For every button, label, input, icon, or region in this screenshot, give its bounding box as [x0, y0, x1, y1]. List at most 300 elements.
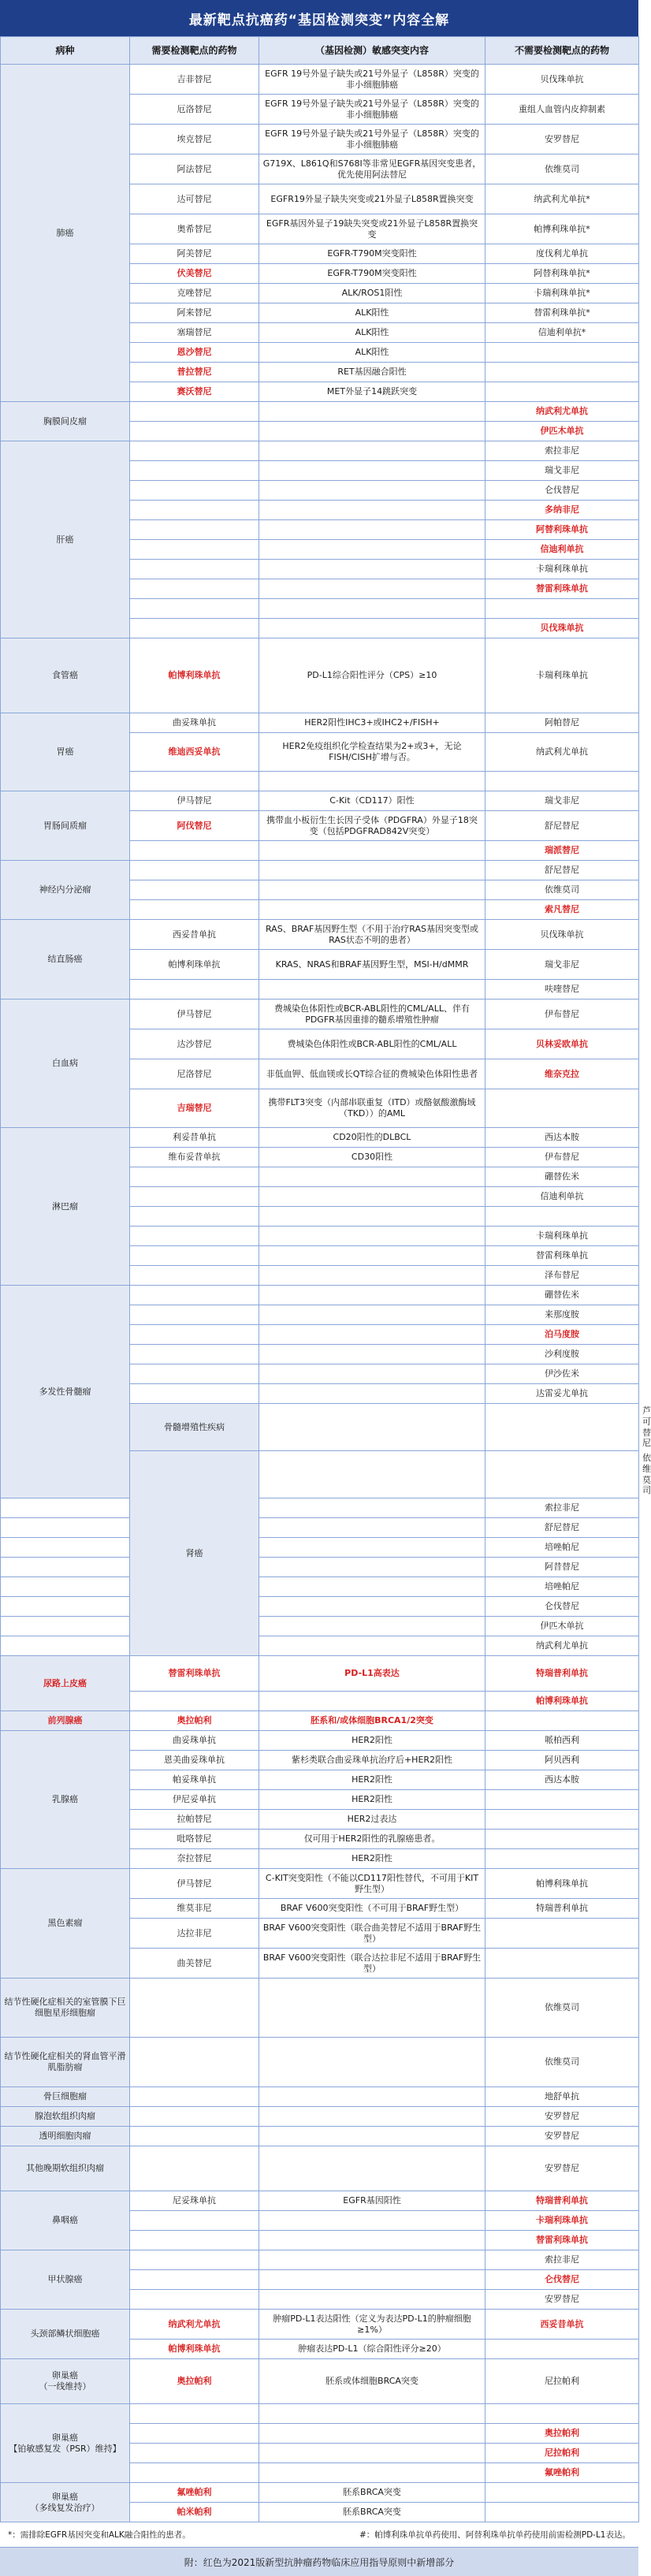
mutation-cell [259, 900, 485, 920]
test-drug-cell [1, 1597, 130, 1617]
test-drug-cell: 奈拉替尼 [130, 1849, 259, 1869]
mutation-cell [259, 980, 485, 1000]
no-test-drug-cell: 达雷妥尤单抗 [485, 1384, 639, 1404]
test-drug-cell [130, 1286, 259, 1305]
no-test-drug-cell [485, 1711, 639, 1731]
disease-cell: 鼻咽癌 [1, 2191, 130, 2250]
mutation-cell [259, 1305, 485, 1325]
mutation-cell [259, 2087, 485, 2107]
mutation-cell [259, 1558, 485, 1577]
no-test-drug-cell [485, 2340, 639, 2359]
mutation-cell [259, 1577, 485, 1597]
table-row [1, 2404, 639, 2424]
no-test-drug-cell: 卡瑞利珠单抗 [485, 638, 639, 713]
test-drug-cell [130, 1266, 259, 1286]
mutation-cell: BRAF V600突变阳性（不可用于BRAF野生型） [259, 1899, 485, 1919]
mutation-cell [259, 1325, 485, 1345]
mutation-cell: 胚系或体细胞BRCA突变 [259, 2359, 485, 2404]
disease-cell: 卵巢癌 【铂敏感复发（PSR）维持】 [1, 2404, 130, 2483]
no-test-drug-cell [485, 1810, 639, 1830]
mutation-cell: 携带血小板衍生生长因子受体（PDGFRA）外显子18突变（包括PDGFRAD842V突变） [259, 811, 485, 841]
test-drug-cell [130, 1246, 259, 1266]
no-test-drug-cell: 瑞戈非尼 [485, 950, 639, 980]
mutation-cell [259, 2211, 485, 2231]
mutation-cell: RET基因融合阳性 [259, 363, 485, 382]
mutation-cell [259, 2404, 485, 2424]
mutation-cell [259, 2127, 485, 2146]
footnote-left: *：需排除EGFR基因突变和ALK融合阳性的患者。 [8, 2530, 191, 2540]
mutation-cell [259, 772, 485, 791]
no-test-drug-cell: 信迪利单抗* [485, 323, 639, 343]
mutation-cell [259, 2444, 485, 2463]
test-drug-cell [130, 1187, 259, 1207]
no-test-drug-cell: 舒尼替尼 [485, 861, 639, 880]
no-test-drug-cell: 硼替佐米 [485, 1167, 639, 1187]
disease-cell: 骨髓增殖性疾病 [130, 1404, 259, 1451]
table-row [1, 402, 639, 422]
mutation-cell: EGFR-T790M突变阳性 [259, 264, 485, 284]
table-row [1, 1286, 639, 1305]
test-drug-cell [130, 2107, 259, 2127]
no-test-drug-cell [485, 2404, 639, 2424]
no-test-drug-cell [485, 1949, 639, 1979]
no-test-drug-cell: 依维莫司 [485, 2038, 639, 2087]
table-row [1, 1869, 639, 1899]
no-test-drug-cell: 阿帕替尼 [485, 713, 639, 733]
mutation-cell [259, 599, 485, 619]
test-drug-cell [130, 1305, 259, 1325]
mutation-cell: G719X、L861Q和S768I等非常见EGFR基因突变患者，优先使用阿法替尼 [259, 154, 485, 184]
mutation-cell [259, 540, 485, 560]
mutation-cell: CD30阳性 [259, 1148, 485, 1167]
table-row [1, 2191, 639, 2211]
table-row [1, 2359, 639, 2404]
test-drug-cell: 厄洛替尼 [130, 95, 259, 125]
no-test-drug-cell: 伊布替尼 [485, 1000, 639, 1029]
test-drug-cell [130, 2211, 259, 2231]
disease-cell: 胃肠间质瘤 [1, 791, 130, 861]
test-drug-cell: 替雷利珠单抗 [130, 1656, 259, 1692]
table-row [1, 1000, 639, 1029]
no-test-drug-cell: 仑伐替尼 [485, 481, 639, 501]
table-row: 骨髓增殖性疾病 芦可替尼 [1, 1404, 639, 1451]
test-drug-cell: 伊马替尼 [130, 791, 259, 811]
mutation-cell: 胚系BRCA突变 [259, 2483, 485, 2503]
test-drug-cell: 赛沃替尼 [130, 382, 259, 402]
no-test-drug-cell: 卡瑞利珠单抗* [485, 284, 639, 303]
table-row [1, 791, 639, 811]
mutation-cell [259, 1692, 485, 1711]
disease-cell: 肾癌 [130, 1451, 259, 1656]
no-test-drug-cell: 维奈克拉 [485, 1059, 639, 1089]
no-test-drug-cell: 瑞派替尼 [485, 841, 639, 861]
test-drug-cell: 曲美替尼 [130, 1949, 259, 1979]
test-drug-cell [130, 579, 259, 599]
no-test-drug-cell [485, 2483, 639, 2503]
no-test-drug-cell: 索拉非尼 [485, 441, 639, 461]
footnote-right: #：帕博利珠单抗单药使用、阿替利珠单抗单药使用前需检测PD-L1表达。 [359, 2530, 631, 2540]
table-header [1, 37, 639, 65]
disease-cell: 骨巨细胞瘤 [1, 2087, 130, 2107]
mutation-cell [259, 861, 485, 880]
test-drug-cell: 西妥昔单抗 [130, 920, 259, 950]
table-row [1, 1636, 639, 1656]
disease-cell: 头颈部鳞状细胞癌 [1, 2310, 130, 2359]
test-drug-cell: 阿法替尼 [130, 154, 259, 184]
test-drug-cell: 恩美曲妥珠单抗 [130, 1751, 259, 1770]
mutation-cell: 肿瘤表达PD-L1（综合阳性评分≥20） [259, 2340, 485, 2359]
test-drug-cell: 伊尼妥单抗 [130, 1790, 259, 1810]
test-drug-cell [130, 422, 259, 441]
test-drug-cell: 维布妥昔单抗 [130, 1148, 259, 1167]
test-drug-cell [1, 1498, 130, 1518]
test-drug-cell: 奥希替尼 [130, 214, 259, 244]
no-test-drug-cell: 地舒单抗 [485, 2087, 639, 2107]
mutation-cell [259, 422, 485, 441]
disease-cell: 黑色素瘤 [1, 1869, 130, 1979]
no-test-drug-cell [485, 1207, 639, 1227]
no-test-drug-cell: 氟唑帕利 [485, 2463, 639, 2483]
no-test-drug-cell: 仑伐替尼 [485, 2270, 639, 2290]
test-drug-cell: 达可替尼 [130, 184, 259, 214]
table-row [1, 1538, 639, 1558]
table-row [1, 920, 639, 950]
test-drug-cell [130, 980, 259, 1000]
disease-cell: 其他晚期软组织肉瘤 [1, 2146, 130, 2191]
table-row [1, 1577, 639, 1597]
no-test-drug-cell [485, 382, 639, 402]
mutation-cell [259, 2424, 485, 2444]
mutation-cell: BRAF V600突变阳性（联合曲美替尼不适用于BRAF野生型） [259, 1919, 485, 1949]
mutation-cell: ALK阳性 [259, 303, 485, 323]
mutation-cell [259, 841, 485, 861]
no-test-drug-cell: 西达本胺 [485, 1770, 639, 1790]
mutation-cell [259, 619, 485, 638]
no-test-drug-cell: 贝伐珠单抗 [485, 920, 639, 950]
mutation-cell [259, 1167, 485, 1187]
no-test-drug-cell: 伊沙佐米 [485, 1364, 639, 1384]
test-drug-cell [130, 1227, 259, 1246]
test-drug-cell: 曲妥珠单抗 [130, 1731, 259, 1751]
test-drug-cell: 伊马替尼 [130, 1869, 259, 1899]
test-drug-cell [130, 2127, 259, 2146]
mutation-cell: 费城染色体阳性或BCR-ABL阳性的CML/ALL [259, 1029, 485, 1059]
test-drug-cell [130, 2250, 259, 2270]
test-drug-cell: 尼洛替尼 [130, 1059, 259, 1089]
test-drug-cell: 帕博利珠单抗 [130, 638, 259, 713]
no-test-drug-cell: 依维莫司 [485, 880, 639, 900]
test-drug-cell [1, 1518, 130, 1538]
test-drug-cell: 奥拉帕利 [130, 1711, 259, 1731]
mutation-cell [259, 2250, 485, 2270]
mutation-cell [259, 1345, 485, 1364]
no-test-drug-cell: 伊布替尼 [485, 1148, 639, 1167]
mutation-cell: EGFR-T790M突变阳性 [259, 244, 485, 264]
no-test-drug-cell: 泊马度胺 [485, 1325, 639, 1345]
mutation-cell: ALK阳性 [259, 323, 485, 343]
no-test-drug-cell: 度伐利尤单抗 [485, 244, 639, 264]
test-drug-cell [130, 619, 259, 638]
no-test-drug-cell: 仑伐替尼 [485, 1597, 639, 1617]
mutation-cell: HER2免疫组织化学检查结果为2+或3+，无论FISH/CISH扩增与否。 [259, 733, 485, 772]
disease-cell: 神经内分泌瘤 [1, 861, 130, 920]
no-test-drug-cell [485, 1919, 639, 1949]
table-row [1, 638, 639, 713]
mutation-cell: CD20阳性的DLBCL [259, 1128, 485, 1148]
test-drug-cell: 达沙替尼 [130, 1029, 259, 1059]
no-test-drug-cell: 奥拉帕利 [485, 2424, 639, 2444]
disease-cell: 卵巢癌 （多线复发治疗） [1, 2483, 130, 2522]
no-test-drug-cell: 舒尼替尼 [485, 1518, 639, 1538]
no-test-drug-cell: 卡瑞利珠单抗 [485, 1227, 639, 1246]
test-drug-cell [259, 1451, 485, 1498]
table-row [1, 1128, 639, 1148]
mutation-cell [259, 1187, 485, 1207]
no-test-drug-cell: 纳武利尤单抗 [485, 1636, 639, 1656]
mutation-cell: 肿瘤PD-L1表达阳性（定义为表达PD-L1的肿瘤细胞≥1%） [259, 2310, 485, 2340]
mutation-cell [259, 1207, 485, 1227]
test-drug-cell [130, 900, 259, 920]
no-test-drug-cell: 尼拉帕利 [485, 2444, 639, 2463]
table-row [1, 1711, 639, 1731]
mutation-cell: PD-L1综合阳性评分（CPS）≥10 [259, 638, 485, 713]
no-test-drug-cell [485, 343, 639, 363]
test-drug-cell [1, 1636, 130, 1656]
test-drug-cell [130, 2404, 259, 2424]
mutation-cell: MET外显子14跳跃突变 [259, 382, 485, 402]
disease-cell: 腺泡软组织肉瘤 [1, 2107, 130, 2127]
no-test-drug-cell: 哌柏西利 [485, 1731, 639, 1751]
table-body [1, 65, 651, 2522]
test-drug-cell [130, 1345, 259, 1364]
mutation-cell [259, 2038, 485, 2087]
test-drug-cell [130, 501, 259, 520]
no-test-drug-cell [485, 363, 639, 382]
mutation-cell [259, 880, 485, 900]
mutation-cell: C-Kit（CD117）阳性 [259, 791, 485, 811]
mutation-cell: 非低血钾、低血镁或长QT综合征的费城染色体阳性患者 [259, 1059, 485, 1089]
no-test-drug-cell: 瑞戈非尼 [485, 791, 639, 811]
test-drug-cell [130, 520, 259, 540]
test-drug-cell [130, 1325, 259, 1345]
page-title: 最新靶点抗癌药“基因检测突变”内容全解 [0, 0, 638, 36]
no-test-drug-cell: 培唑帕尼 [485, 1577, 639, 1597]
mutation-cell: ALK阳性 [259, 343, 485, 363]
disease-cell: 结节性硬化症相关的肾血管平滑肌脂肪瘤 [1, 2038, 130, 2087]
table-row [1, 2087, 639, 2107]
test-drug-cell [130, 441, 259, 461]
test-drug-cell [130, 2270, 259, 2290]
table-row [1, 441, 639, 461]
bottom-note: 附：红色为2021版新型抗肿瘤药物临床应用指导原则中新增部分 [0, 2548, 638, 2576]
test-drug-cell [130, 461, 259, 481]
test-drug-cell: 塞瑞替尼 [130, 323, 259, 343]
mutation-cell [259, 1286, 485, 1305]
mutation-cell: 携带FLT3突变（内部串联重复（ITD）或酪氨酸激酶域（TKD））的AML [259, 1089, 485, 1128]
test-drug-cell: 克唑替尼 [130, 284, 259, 303]
no-test-drug-cell [485, 1089, 639, 1128]
mutation-cell [259, 560, 485, 579]
mutation-cell: EGFR基因外显子19缺失突变或21外显子L858R置换突变 [259, 214, 485, 244]
table-row [1, 2038, 639, 2087]
mutation-cell: PD-L1高表达 [259, 1656, 485, 1692]
test-drug-cell: 恩沙替尼 [130, 343, 259, 363]
table-row [1, 2250, 639, 2270]
test-drug-cell: 纳武利尤单抗 [130, 2310, 259, 2340]
mutation-cell [259, 461, 485, 481]
no-test-drug-cell [485, 1790, 639, 1810]
test-drug-cell: 拉帕替尼 [130, 1810, 259, 1830]
mutation-cell [259, 1266, 485, 1286]
no-test-drug-cell: 阿贝西利 [485, 1751, 639, 1770]
no-test-drug-cell: 泽布替尼 [485, 1266, 639, 1286]
no-test-drug-cell: 纳武利尤单抗* [485, 184, 639, 214]
disease-cell: 淋巴瘤 [1, 1128, 130, 1286]
test-drug-cell [130, 1167, 259, 1187]
no-test-drug-cell: 帕博利珠单抗* [485, 214, 639, 244]
test-drug-cell [130, 880, 259, 900]
no-test-drug-cell: 依维莫司 [485, 154, 639, 184]
table-row [1, 1597, 639, 1617]
test-drug-cell [1, 1577, 130, 1597]
disease-cell: 前列腺癌 [1, 1711, 130, 1731]
no-test-drug-cell: 安罗替尼 [485, 2107, 639, 2127]
mutation-cell: HER2阳性 [259, 1790, 485, 1810]
no-test-drug-cell: 替雷利珠单抗 [485, 2231, 639, 2250]
no-test-drug-cell: 替雷利珠单抗* [485, 303, 639, 323]
mutation-cell [259, 1636, 485, 1656]
no-test-drug-cell: 安罗替尼 [485, 2290, 639, 2310]
no-test-drug-cell: 呋喹替尼 [485, 980, 639, 1000]
footnotes [0, 2522, 638, 2548]
mutation-cell: 胚系和/或体细胞BRCA1/2突变 [259, 1711, 485, 1731]
no-test-drug-cell: 索凡替尼 [485, 900, 639, 920]
test-drug-cell [1, 1617, 130, 1636]
no-test-drug-cell: 替雷利珠单抗 [485, 1246, 639, 1266]
test-drug-cell [130, 2463, 259, 2483]
no-test-drug-cell: 重组人血管内皮抑制素 [485, 95, 639, 125]
mutation-cell: 紫杉类联合曲妥珠单抗治疗后+HER2阳性 [259, 1751, 485, 1770]
mutation-cell [259, 520, 485, 540]
mutation-cell [485, 1451, 639, 1498]
no-test-drug-cell: 卡瑞利珠单抗 [485, 2211, 639, 2231]
header-mutation: （基因检测）敏感突变内容 [259, 37, 485, 65]
no-test-drug-cell: 舒尼替尼 [485, 811, 639, 841]
table-row [1, 1656, 639, 1692]
no-test-drug-cell: 纳武利尤单抗 [485, 402, 639, 422]
disease-cell: 胃癌 [1, 713, 130, 791]
test-drug-cell: 曲妥珠单抗 [130, 713, 259, 733]
no-test-drug-cell [485, 599, 639, 619]
test-drug-cell [130, 599, 259, 619]
no-test-drug-cell: 安罗替尼 [485, 2127, 639, 2146]
test-drug-cell: 尼妥珠单抗 [130, 2191, 259, 2211]
no-test-drug-cell: 阿替利珠单抗 [485, 520, 639, 540]
no-test-drug-cell: 多纳非尼 [485, 501, 639, 520]
test-drug-cell [130, 2444, 259, 2463]
table-row [1, 1558, 639, 1577]
test-drug-cell: 奥拉帕利 [130, 2359, 259, 2404]
test-drug-cell [130, 2087, 259, 2107]
no-test-drug-cell: 特瑞普利单抗 [485, 1899, 639, 1919]
table-row [1, 2146, 639, 2191]
mutation-cell [259, 501, 485, 520]
test-drug-cell: 吡咯替尼 [130, 1830, 259, 1849]
mutation-cell: 仅可用于HER2阳性的乳腺癌患者。 [259, 1830, 485, 1849]
no-test-drug-cell: 阿昔替尼 [485, 1558, 639, 1577]
mutation-cell [259, 481, 485, 501]
test-drug-cell [130, 772, 259, 791]
test-drug-cell: 维莫非尼 [130, 1899, 259, 1919]
drug-table [0, 36, 651, 2522]
mutation-cell: HER2阳性 [259, 1770, 485, 1790]
no-test-drug-cell: 依维莫司 [485, 1979, 639, 2038]
test-drug-cell [130, 1384, 259, 1404]
test-drug-cell: 维迪西妥单抗 [130, 733, 259, 772]
mutation-cell [259, 2290, 485, 2310]
mutation-cell [259, 2270, 485, 2290]
no-test-drug-cell [485, 772, 639, 791]
mutation-cell [259, 1498, 485, 1518]
header-disease: 病种 [1, 37, 130, 65]
test-drug-cell [1, 1538, 130, 1558]
test-drug-cell [259, 1404, 485, 1451]
table-row [1, 1979, 639, 2038]
no-test-drug-cell: 伊匹木单抗 [485, 1617, 639, 1636]
mutation-cell [259, 1246, 485, 1266]
table-row [1, 2483, 639, 2503]
no-test-drug-cell: 阿替利珠单抗* [485, 264, 639, 284]
mutation-cell: EGFR 19号外显子缺失或21号外显子（L858R）突变的非小细胞肺癌 [259, 95, 485, 125]
table-row [1, 1498, 639, 1518]
no-test-drug-cell: 替雷利珠单抗 [485, 579, 639, 599]
disease-cell: 白血病 [1, 1000, 130, 1128]
test-drug-cell [130, 540, 259, 560]
no-test-drug-cell: 信迪利单抗 [485, 1187, 639, 1207]
disease-cell: 乳腺癌 [1, 1731, 130, 1869]
table-row [1, 861, 639, 880]
disease-cell: 肝癌 [1, 441, 130, 638]
mutation-cell: EGFR 19号外显子缺失或21号外显子（L858R）突变的非小细胞肺癌 [259, 65, 485, 95]
test-drug-cell [1, 1558, 130, 1577]
no-test-drug-cell: 帕博利珠单抗 [485, 1692, 639, 1711]
no-test-drug-cell: 安罗替尼 [485, 125, 639, 154]
mutation-cell: HER2阳性 [259, 1849, 485, 1869]
no-test-drug-cell: 西达本胺 [485, 1128, 639, 1148]
test-drug-cell [130, 2231, 259, 2250]
no-test-drug-cell: 卡瑞利珠单抗 [485, 560, 639, 579]
disease-cell: 卵巢癌 （一线维持） [1, 2359, 130, 2404]
no-test-drug-cell: 特瑞普利单抗 [485, 2191, 639, 2211]
test-drug-cell [130, 2290, 259, 2310]
table-row [1, 2310, 639, 2340]
no-test-drug-cell: 纳武利尤单抗 [485, 733, 639, 772]
no-test-drug-cell: 瑞戈非尼 [485, 461, 639, 481]
no-test-drug-cell: 贝林妥欧单抗 [485, 1029, 639, 1059]
mutation-cell [485, 1404, 639, 1451]
disease-cell: 结节性硬化症相关的室管膜下巨细胞星形细胞瘤 [1, 1979, 130, 2038]
test-drug-cell [130, 560, 259, 579]
no-test-drug-cell: 帕博利珠单抗 [485, 1869, 639, 1899]
mutation-cell [259, 2146, 485, 2191]
test-drug-cell [130, 481, 259, 501]
no-test-drug-cell: 索拉非尼 [485, 2250, 639, 2270]
test-drug-cell: 阿伐替尼 [130, 811, 259, 841]
table-row [1, 2127, 639, 2146]
table-row [1, 65, 639, 95]
mutation-cell: BRAF V600突变阳性（联合达拉非尼不适用于BRAF野生型） [259, 1949, 485, 1979]
test-drug-cell [130, 841, 259, 861]
